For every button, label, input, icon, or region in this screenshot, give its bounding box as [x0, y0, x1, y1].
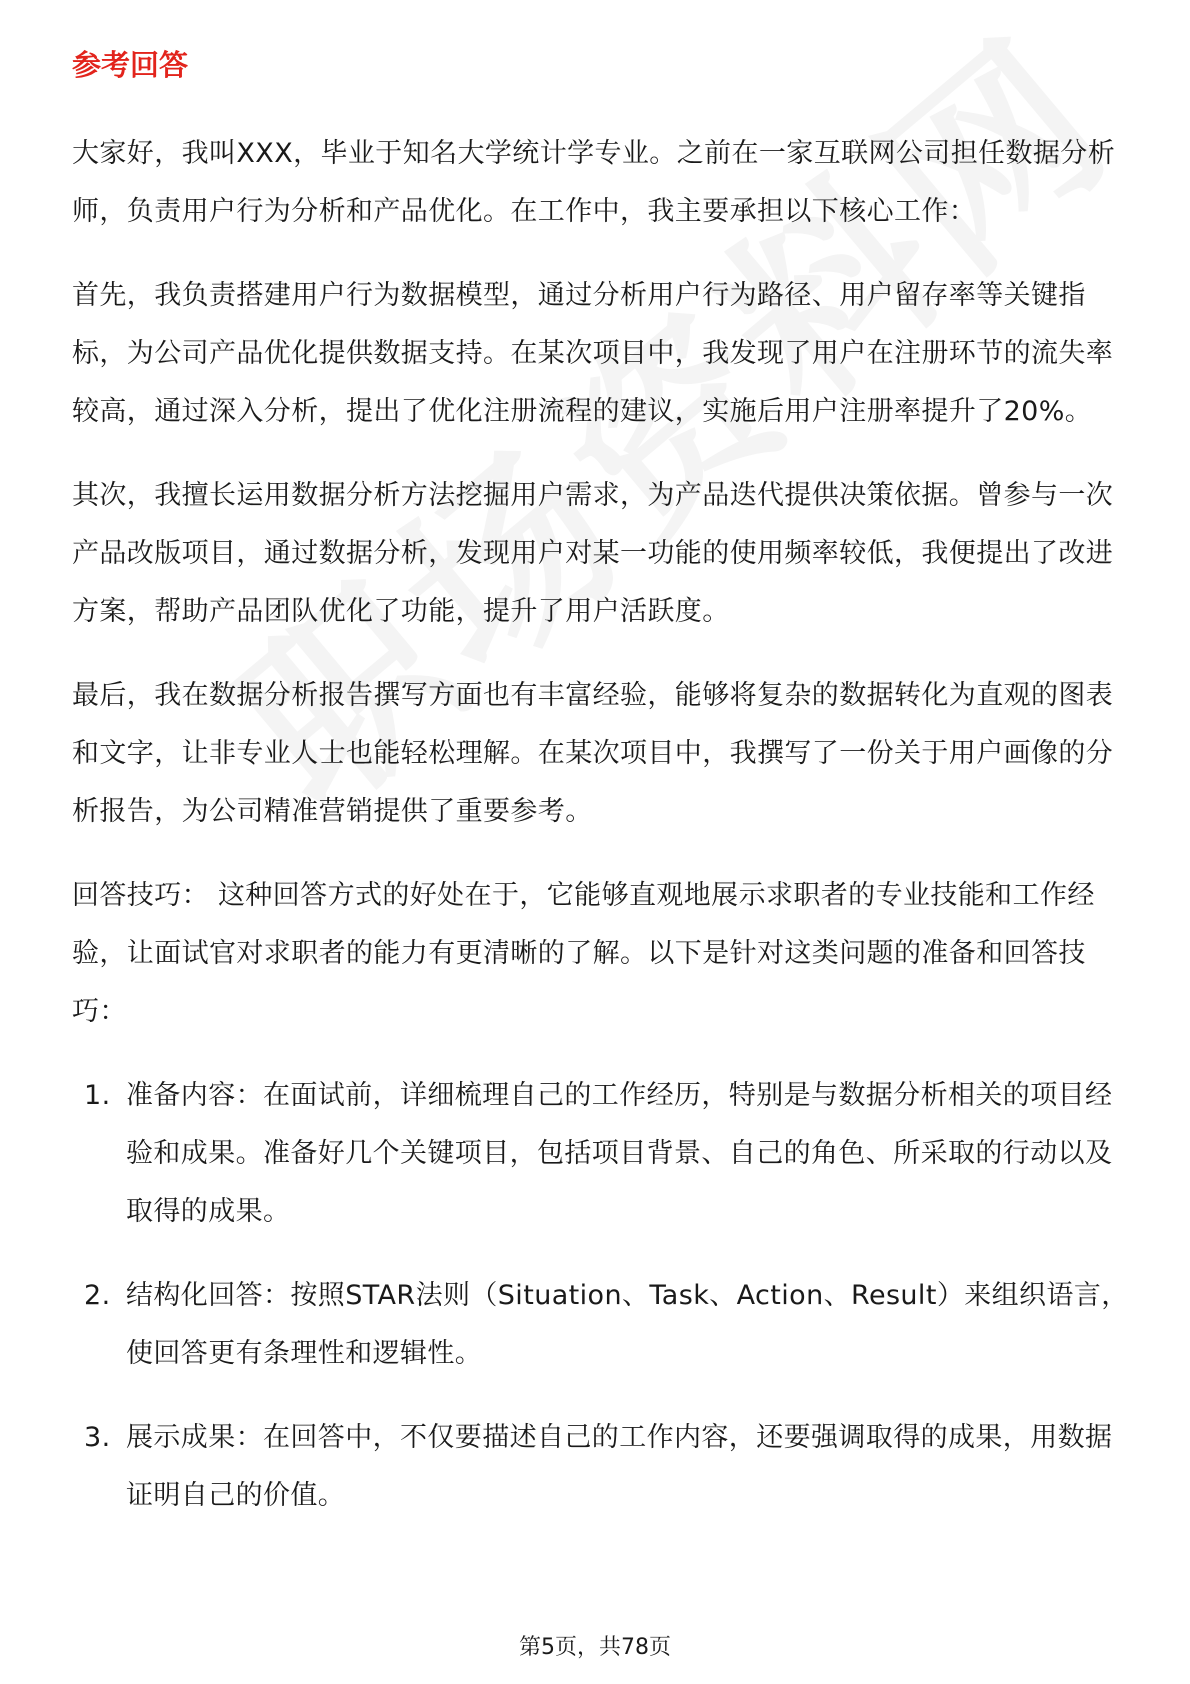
- second-point-paragraph: 其次，我擅长运用数据分析方法挖掘用户需求，为产品迭代提供决策依据。曾参与一次产品改版项目，通过数据分析，发现用户对某一功能的使用频率较低，我便提出了改进方案，帮助产品团队优化了功能，提升了用户活跃度。: [72, 479, 1114, 627]
- list-item: [72, 1067, 1132, 1241]
- page-number-footer: 第5页，共78页: [519, 1635, 671, 1660]
- list-item-text: 结构化回答：按照STAR法则（Situation、Task、Action、Result）来组织语言，使回答更有条理性和逻辑性。: [126, 1279, 1129, 1369]
- list-item-number: 1.: [84, 1079, 111, 1111]
- section-heading: 参考回答: [72, 48, 189, 82]
- list-item-text: 展示成果：在回答中，不仅要描述自己的工作内容，还要强调取得的成果，用数据证明自己的价值。: [126, 1421, 1113, 1511]
- intro-paragraph: 大家好，我叫XXX，毕业于知名大学统计学专业。之前在一家互联网公司担任数据分析师，负责用户行为分析和产品优化。在工作中，我主要承担以下核心工作：: [72, 137, 1116, 227]
- tips-intro-paragraph: 回答技巧： 这种回答方式的好处在于，它能够直观地展示求职者的专业技能和工作经验，让面试官对求职者的能力有更清晰的了解。以下是针对这类问题的准备和回答技巧：: [72, 879, 1095, 1027]
- first-point-paragraph: 首先，我负责搭建用户行为数据模型，通过分析用户行为路径、用户留存率等关键指标，为公司产品优化提供数据支持。在某次项目中，我发现了用户在注册环节的流失率较高，通过深入分析，提出了优化注册流程的建议，实施后用户注册率提升了20%。: [72, 279, 1114, 427]
- list-item-text: 准备内容：在面试前，详细梳理自己的工作经历，特别是与数据分析相关的项目经验和成果。准备好几个关键项目，包括项目背景、自己的角色、所采取的行动以及取得的成果。: [126, 1079, 1113, 1227]
- third-point-paragraph: 最后，我在数据分析报告撰写方面也有丰富经验，能够将复杂的数据转化为直观的图表和文字，让非专业人士也能轻松理解。在某次项目中，我撰写了一份关于用户画像的分析报告，为公司精准营销提供了重要参考。: [72, 679, 1114, 827]
- document-body: [72, 48, 1132, 1551]
- list-item: [72, 1409, 1132, 1525]
- list-item-number: 3.: [84, 1421, 111, 1453]
- tips-list: [72, 1067, 1132, 1525]
- list-item: [72, 1267, 1132, 1383]
- list-item-number: 2.: [84, 1279, 111, 1311]
